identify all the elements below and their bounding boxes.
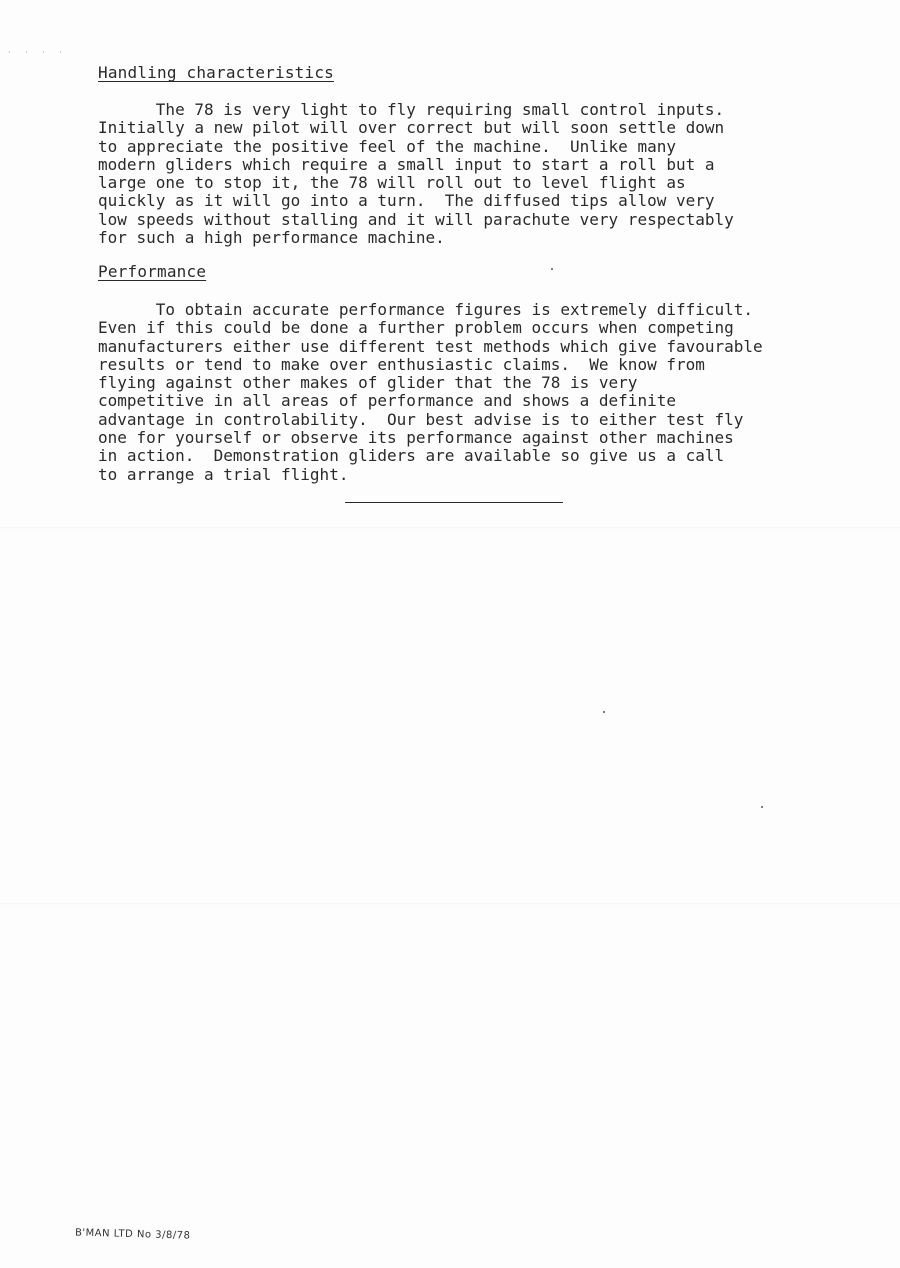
- performance-paragraph: [98, 301, 858, 484]
- text-line: The 78 is very light to fly requiring small control inputs.: [98, 100, 725, 119]
- handwritten-reference: B'MAN LTD No 3/8/78: [74, 1227, 191, 1242]
- text-line: to appreciate the positive feel of the machine. Unlike many: [98, 136, 676, 156]
- text-line: quickly as it will go into a turn. The diffused tips allow very: [98, 191, 715, 211]
- margin-marks: · · · ·: [8, 48, 68, 57]
- paper-speck: [603, 711, 605, 713]
- text-line: advantage in controlability. Our best advise is to either test fly: [98, 409, 744, 429]
- text-line: Initially a new pilot will over correct but will soon settle down: [98, 118, 725, 138]
- section-heading-handling: Handling characteristics: [98, 63, 334, 82]
- text-line: results or tend to make over enthusiastic claims. We know from: [98, 354, 705, 374]
- handling-paragraph: [98, 101, 858, 247]
- section-heading-performance: Performance: [98, 262, 207, 281]
- text-line: large one to stop it, the 78 will roll out to level flight as: [98, 173, 686, 193]
- text-line: one for yourself or observe its performance against other machines: [98, 428, 734, 448]
- text-line: low speeds without stalling and it will parachute very respectably: [98, 209, 734, 229]
- paper-speck: [761, 806, 763, 808]
- paper-fold-line: [0, 527, 900, 529]
- text-line: flying against other makes of glider that the 78 is very: [98, 373, 638, 393]
- paper-speck: [551, 268, 553, 270]
- text-line: modern gliders which require a small input to start a roll but a: [98, 154, 715, 174]
- text-line: manufacturers either use different test methods which give favourable: [98, 336, 763, 356]
- text-line: to arrange a trial flight.: [98, 464, 349, 484]
- paper-fold-line: [0, 903, 900, 905]
- text-line: Even if this could be done a further problem occurs when competing: [98, 318, 734, 338]
- end-rule: [345, 502, 563, 503]
- text-line: To obtain accurate performance figures is extremely difficult.: [98, 300, 754, 319]
- text-line: in action. Demonstration gliders are available so give us a call: [98, 446, 725, 466]
- text-line: for such a high performance machine.: [98, 228, 445, 248]
- text-line: competitive in all areas of performance and shows a definite: [98, 391, 676, 411]
